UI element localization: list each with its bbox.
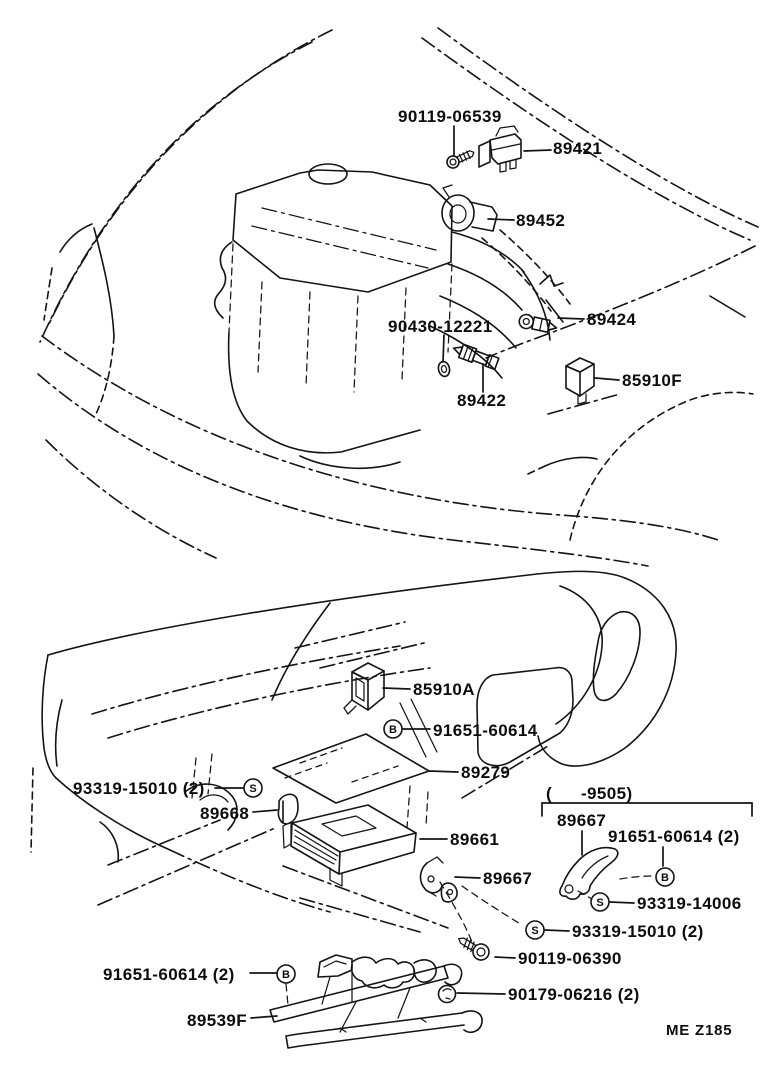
marker-s-3 <box>526 921 544 939</box>
block-line-4 <box>354 296 358 392</box>
label-relay-85910f: 85910F <box>622 371 683 390</box>
label-bolt-90119-06539: 90119-06539 <box>398 107 502 126</box>
firewall-dash <box>528 466 545 474</box>
range-note-value: -9505) <box>581 784 633 803</box>
label-bracket-89667-a: 89667 <box>483 869 533 888</box>
marker-s-2-letter: S <box>596 897 604 909</box>
dash-top-edge <box>48 571 625 655</box>
marker-b-3 <box>277 965 295 983</box>
label-screw-91651-60614-c: 91651-60614 (2) <box>103 965 235 984</box>
marker-s-1-letter: S <box>249 783 257 795</box>
dash-lower-left-cont <box>170 850 330 912</box>
sensor-89424-glyph <box>518 313 558 335</box>
tps-89452-glyph <box>442 185 497 231</box>
label-bracket-89539f: 89539F <box>187 1011 248 1030</box>
a-pillar-curve <box>56 700 62 766</box>
label-screw-91651-60614-b: 91651-60614 (2) <box>608 827 740 846</box>
label-sensor-89452: 89452 <box>516 211 566 230</box>
bracket-to-s-dash <box>462 886 522 925</box>
cowl-curve-outer <box>438 28 758 227</box>
fastener-markers <box>244 720 674 983</box>
marker-b-2-letter: B <box>661 872 669 884</box>
relay-mount-slash-1 <box>400 703 426 757</box>
label-plate-89279: 89279 <box>461 763 511 782</box>
knee-bolster-arc <box>100 822 118 862</box>
dash-ridge-2 <box>108 668 430 738</box>
marker-b-1-letter: B <box>389 724 397 736</box>
engine-parts <box>437 126 594 404</box>
marker-s-1 <box>244 779 262 797</box>
a-pillar-dash <box>31 768 33 852</box>
defroster-row-1 <box>295 622 405 648</box>
label-clip-89668: 89668 <box>200 804 250 823</box>
dash-right-blob <box>538 578 676 766</box>
center-cluster-outline <box>477 668 573 766</box>
label-bolt-90119-06390: 90119-06390 <box>518 949 622 968</box>
dash-left-edge <box>42 655 56 778</box>
fascia-curve-3 <box>46 440 216 558</box>
label-vsv-89421: 89421 <box>553 139 603 158</box>
fascia-curve-2 <box>38 374 648 566</box>
part-labels <box>73 107 742 1039</box>
block-line-2 <box>258 282 262 372</box>
vsv-89421-glyph <box>479 126 521 172</box>
b-to-bracket-dash <box>286 984 288 1005</box>
block-line-3 <box>306 292 310 386</box>
block-line-1 <box>229 244 233 332</box>
relay-85910a-glyph <box>344 663 384 714</box>
clip-89668-glyph <box>278 794 298 824</box>
lower-dashdot-3 <box>283 866 448 928</box>
lower-dashdot-4 <box>300 898 420 932</box>
marker-b-1 <box>384 720 402 738</box>
valve-cover-outline <box>233 170 452 292</box>
fender-stroke-2 <box>44 268 52 320</box>
label-grommet-90430-12221: 90430-12221 <box>388 317 493 336</box>
fender-stroke-1 <box>60 224 92 252</box>
bolt-90119-06539-glyph <box>445 147 476 170</box>
plate-to-ecu-dash-1 <box>407 786 410 828</box>
dashboard-illustration <box>31 571 676 932</box>
hose-dash-1 <box>482 238 551 311</box>
fascia-curve-1 <box>42 336 718 540</box>
relay-mount-line <box>548 394 620 414</box>
label-screw-93319-15010-a: 93319-15010 (2) <box>73 779 205 798</box>
figure-code-left: ME <box>666 1022 691 1039</box>
label-sensor-89422: 89422 <box>457 391 507 410</box>
label-relay-85910a: 85910A <box>413 680 475 699</box>
oil-cap <box>309 164 347 184</box>
bolt-90119-06390-glyph <box>455 932 492 963</box>
valve-cover-ridge-2 <box>252 226 428 268</box>
label-sensor-89424: 89424 <box>587 310 637 329</box>
grommet-90179-glyph <box>439 986 456 1003</box>
engine-mount <box>215 242 232 318</box>
marker-b-2 <box>656 868 674 886</box>
column-dash-2 <box>208 754 212 794</box>
label-screw-91651-60614: 91651-60614 <box>433 721 538 740</box>
bracket-89667-b-glyph <box>560 848 618 900</box>
intake-runner-1 <box>452 232 524 272</box>
lower-dashdot-2 <box>98 828 275 905</box>
valve-cover-ridge-1 <box>262 208 436 250</box>
block-bottom <box>229 332 420 453</box>
windshield-pillar-line <box>272 603 330 700</box>
cowl-lower-line <box>486 246 755 358</box>
hood-curve-outer <box>48 30 332 326</box>
bracket-89667-a-glyph <box>420 857 457 902</box>
marker-s-2 <box>591 893 609 911</box>
intake-runner-2 <box>448 264 522 310</box>
defroster-row-2 <box>320 642 428 668</box>
cowl-corner-line <box>710 296 745 317</box>
figure-code-right: Z185 <box>695 1022 733 1039</box>
plate-to-ecu-dash-2 <box>426 792 428 826</box>
relay-85910f-glyph <box>566 358 594 404</box>
hood-curve-inner <box>40 42 312 342</box>
label-screw-93319-14006: 93319-14006 <box>637 894 742 913</box>
hose-dash-2 <box>500 230 570 304</box>
label-screw-93319-15010-b: 93319-15010 (2) <box>572 922 704 941</box>
grommet-90430-glyph <box>437 361 451 378</box>
block-line-6 <box>448 264 452 352</box>
ecu-to-bolt-dash <box>440 882 472 942</box>
label-bracket-89667-b: 89667 <box>557 811 607 830</box>
label-ecu-89661: 89661 <box>450 830 500 849</box>
label-grommet-90179-06216: 90179-06216 (2) <box>508 985 640 1004</box>
marker-b-3-letter: B <box>282 969 290 981</box>
fender-stroke-3 <box>94 228 114 336</box>
range-note-paren: ( <box>546 784 553 803</box>
marker-s-3-letter: S <box>531 925 539 937</box>
firewall-curve <box>545 457 597 466</box>
bracket-b-dash <box>620 876 652 879</box>
oil-pan <box>300 456 400 468</box>
plate-89279-glyph <box>273 734 429 803</box>
